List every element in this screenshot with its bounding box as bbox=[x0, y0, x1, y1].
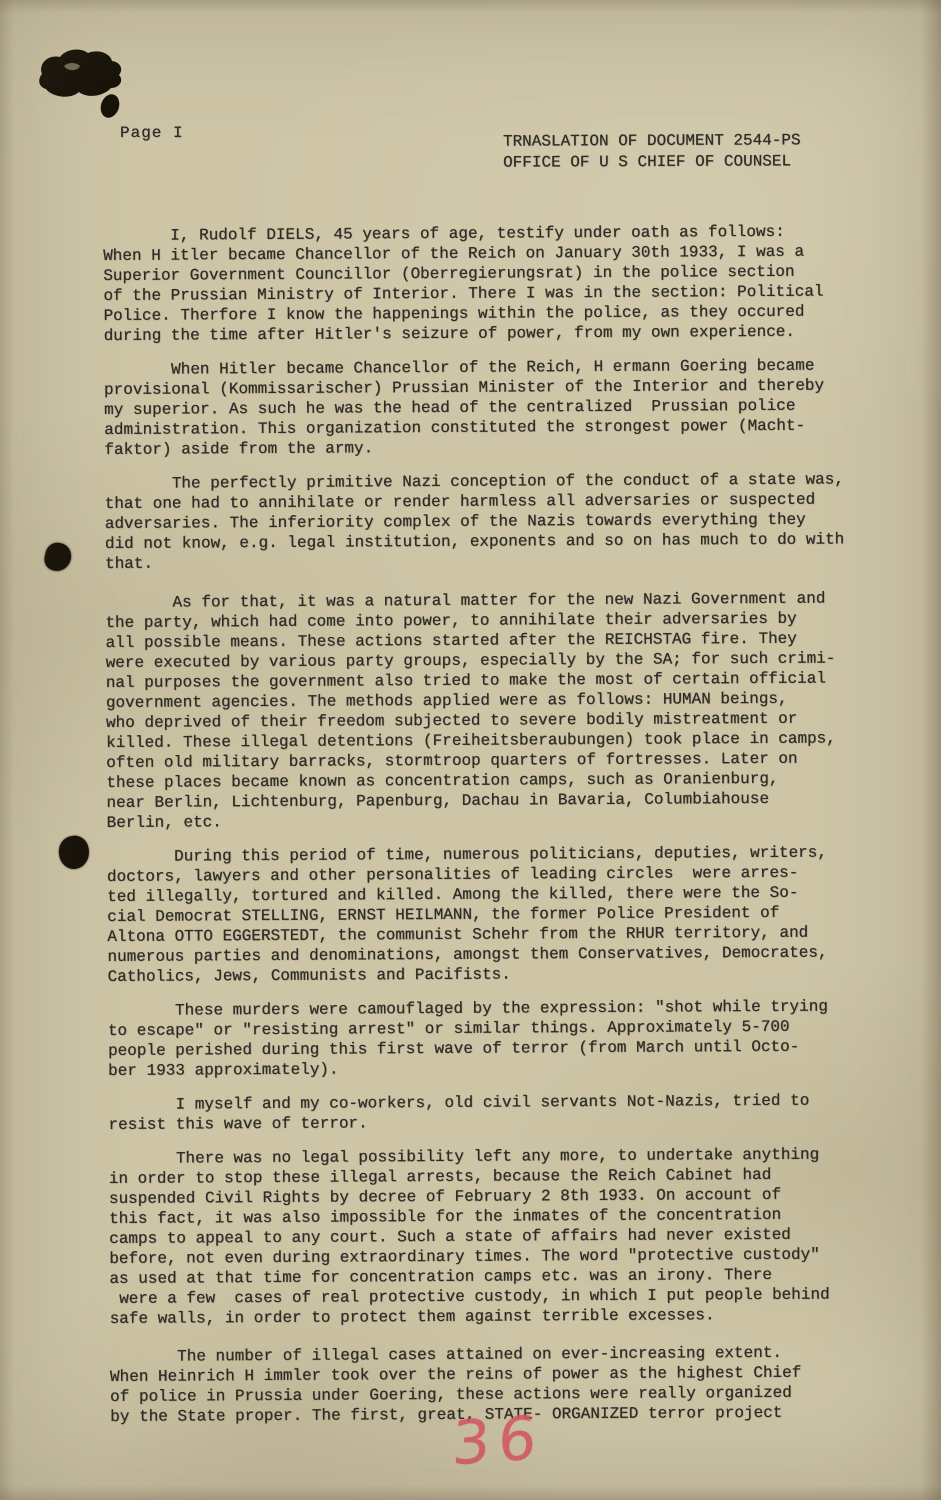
paragraph-8: There was no legal possibility left any more, to undertake anything in order to stop these illegal arrests, because the Reich Cabinet had suspended Civil Rights by decree of February 2 8th 1933. On account of this fact, it was also impossible for the inmates of the concentration camps to appeal to any court. Such a state of affairs had never existed before, not even during extraordinary times. The word "protective custody" as used at that time for concentration camps etc. was an irony. There were a few cases of real protective custody, in which I put people behind safe walls, in order to protect them against terrible excesses. bbox=[108, 1145, 830, 1328]
paragraph-3: The perfectly primitive Nazi conception of the conduct of a state was, that one had to annihilate or render harmless all adversaries or suspected adversaries. The inferiority complex of the Nazis towards everything they did not know, e.g. legal institution, exponents and so on has much to do with that. bbox=[104, 470, 845, 573]
document-body bbox=[103, 221, 900, 1441]
ink-stain bbox=[34, 44, 144, 124]
paragraph-5: During this period of time, numerous politicians, deputies, writers, doctors, lawyers and other personalities of leading circles were arres- ted illegally, tortured and killed. Among the killed, there were the So- cial Democrat STELLING, ERNST HEILMANN, the former Police President of Altona OTTO EGGERSTEDT, the communist Schehr from the RHUR territory, and numerous parties and denominations, amongst them Conservatives, Democrates, Catholics, Jews, Communists and Pacifists. bbox=[106, 843, 828, 986]
document-header bbox=[503, 130, 801, 173]
hole-punch-top bbox=[42, 541, 73, 574]
paragraph-6: These murders were camouflaged by the expression: "shot while trying to escape" or "resisting arrest" or similar things. Approximately 5-700 people perished during this first wave of terror (from March until Octo- ber 1933 approximately). bbox=[107, 997, 828, 1080]
page-number-label: Page I bbox=[120, 124, 184, 142]
paragraph-9: The number of illegal cases attained on ever-increasing extent. When Heinrich H immler took over the reins of power as the highest Chief of police in Prussia under Goering, these actions were really organized by the State proper. The first, great, STATE- ORGANIZED terror project bbox=[109, 1343, 802, 1426]
ink-stain-shape bbox=[34, 44, 144, 124]
paragraph-7: I myself and my co-workers, old civil servants Not-Nazis, tried to resist this wave of terror. bbox=[108, 1091, 810, 1134]
document-office-line: OFFICE OF U S CHIEF OF COUNSEL bbox=[503, 152, 792, 172]
paragraph-1: I, Rudolf DIELS, 45 years of age, testify under oath as follows: When H itler became Chancellor of the Reich on January 30th 1933, I was a Superior Government Councillor (Oberregierungsrat) in the police section of the Prussian Ministry of Interior. There I was in the section: Political Police. Therfore I know the happenings within the police, as they occured during the time after Hitler's seizure of power, from my own experience. bbox=[103, 222, 824, 345]
paragraph-2: When Hitler became Chancellor of the Reich, H ermann Goering became provisional (Kommissarischer) Prussian Minister of the Interior and thereby my superior. As such he was the head of the centralized Prussian police administration. This organization constituted the strongest power (Macht- faktor) aside from the army. bbox=[103, 356, 825, 459]
paragraph-4: As for that, it was a natural matter for the new Nazi Government and the party, which had come into power, to annihilate their adversaries by all possible means. These actions started after the REICHSTAG fire. They were executed by various party groups, especially by the SA; for such crimi- nal purposes the government also tried to make the most of certain official government agencies. The methods applied were as follows: HUMAN beings, who deprived of their freedom subjected to severe bodily mistreatment or killed. These illegal detentions (Freiheitsberaubungen) took place in camps, often old military barracks, stormtroop quarters of fortresses. Later on these places became known as concentration camps, such as Oranienburg, near Berlin, Lichtenburg, Papenburg, Dachau in Bavaria, Columbiahouse Berlin, etc. bbox=[105, 589, 836, 832]
document-title: TRNASLATION OF DOCUMENT 2544-PS bbox=[502, 131, 801, 151]
handwritten-page-number: 36 bbox=[450, 1402, 546, 1480]
hole-punch-bottom bbox=[57, 834, 91, 871]
